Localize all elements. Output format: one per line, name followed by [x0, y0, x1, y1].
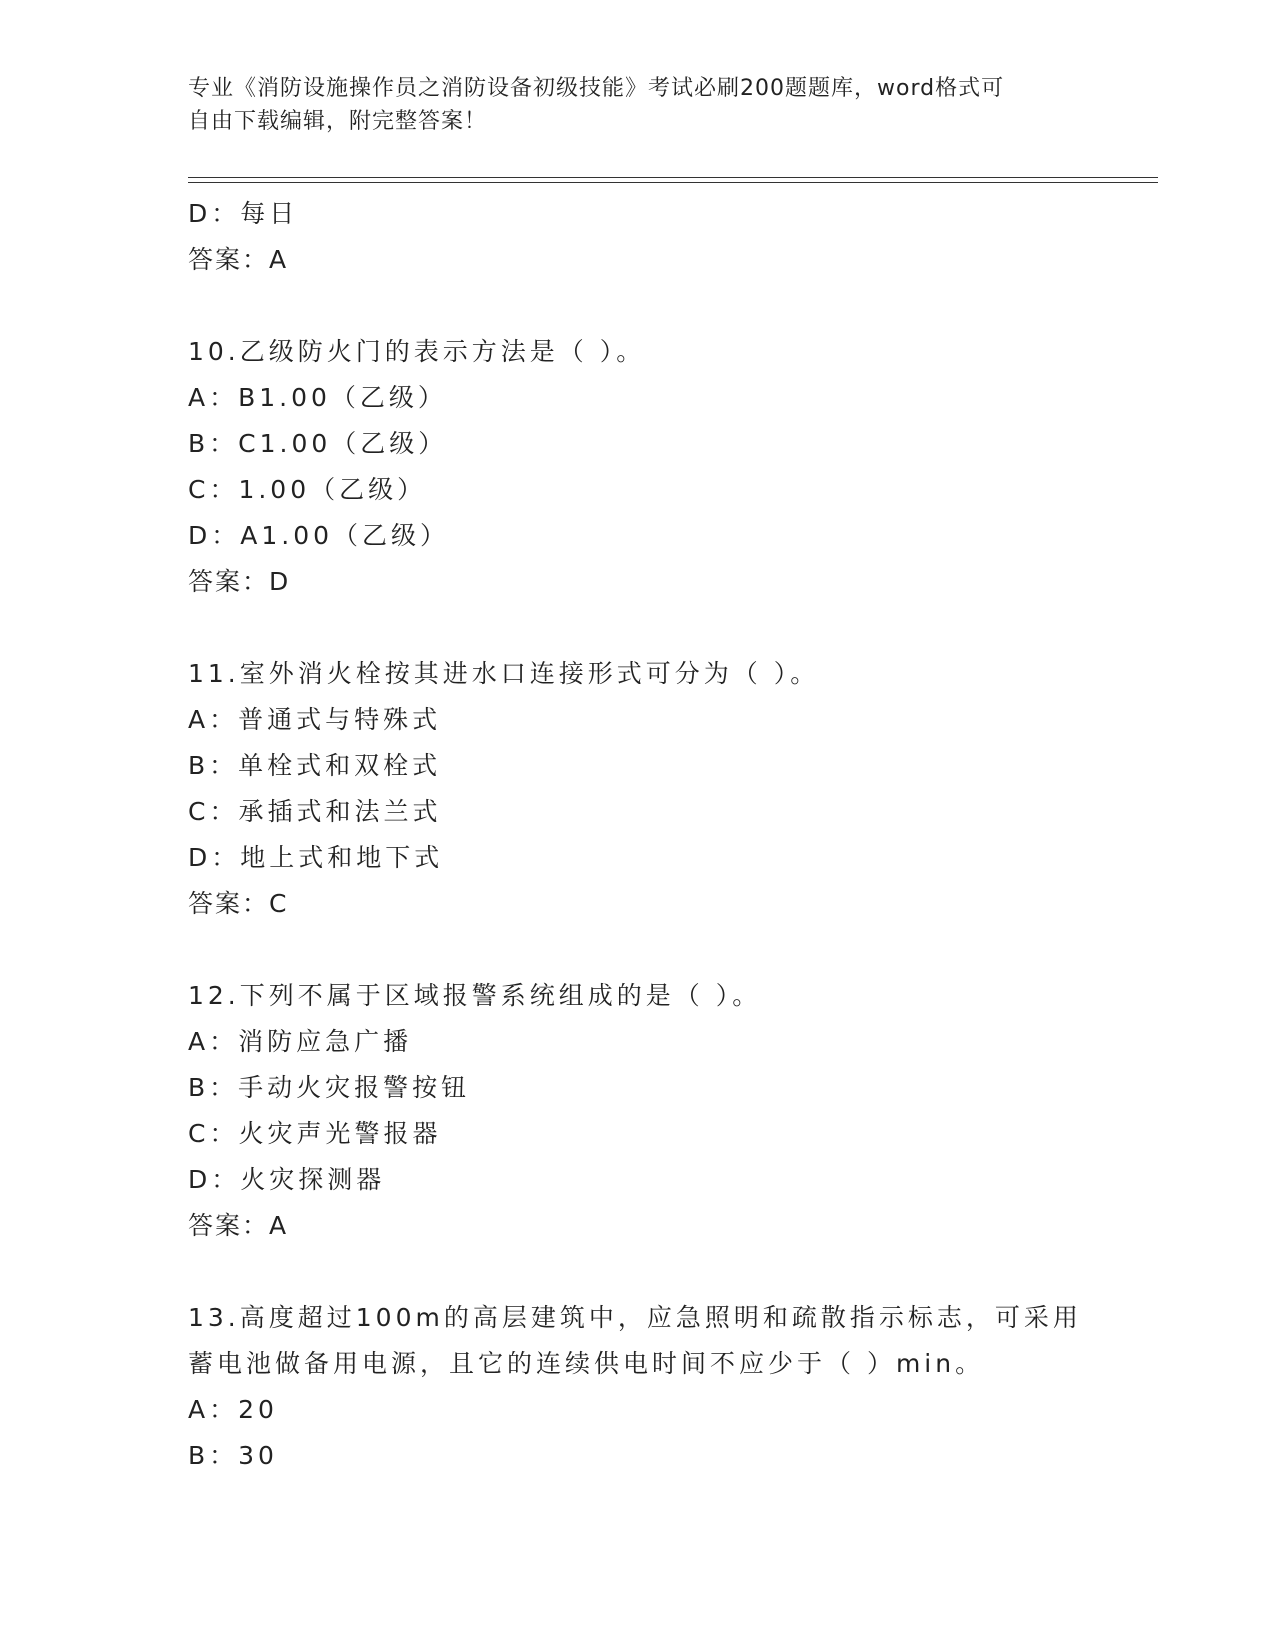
- option-c: C：承插式和法兰式: [188, 797, 442, 826]
- question-13: [188, 1295, 1088, 1479]
- option-a: A：20: [188, 1395, 278, 1424]
- option-b: B：30: [188, 1441, 278, 1470]
- option-b: B：C1.00（乙级）: [188, 429, 448, 458]
- spacer: [188, 927, 1088, 973]
- header-divider: [188, 177, 1158, 183]
- option-a: A：普通式与特殊式: [188, 705, 442, 734]
- question-stem: 11.室外消火栓按其进水口连接形式可分为（ ）。: [188, 659, 820, 688]
- question-12: [188, 973, 1088, 1249]
- answer-line: 答案：D: [188, 567, 291, 596]
- option-d: D：地上式和地下式: [188, 843, 444, 872]
- option-b: B：手动火灾报警按钮: [188, 1073, 471, 1102]
- question-stem: 10.乙级防火门的表示方法是（ ）。: [188, 337, 646, 366]
- answer-line: 答案：A: [188, 245, 289, 274]
- question-stem-line-2: 蓄电池做备用电源，且它的连续供电时间不应少于（ ）min。: [188, 1349, 985, 1378]
- spacer: [188, 283, 1088, 329]
- question-10: [188, 329, 1088, 605]
- answer-line: 答案：A: [188, 1211, 289, 1240]
- option-a: A：消防应急广播: [188, 1027, 413, 1056]
- answer-line: 答案：C: [188, 889, 289, 918]
- question-11: [188, 651, 1088, 927]
- header-line-2: 自由下载编辑，附完整答案！: [188, 109, 488, 134]
- option-d: D：火灾探测器: [188, 1165, 386, 1194]
- option-d: D：每日: [188, 199, 299, 228]
- question-stem: 12.下列不属于区域报警系统组成的是（ ）。: [188, 981, 762, 1010]
- option-c: C：火灾声光警报器: [188, 1119, 442, 1148]
- spacer: [188, 1249, 1088, 1295]
- option-d: D：A1.00（乙级）: [188, 521, 450, 550]
- option-c: C：1.00（乙级）: [188, 475, 427, 504]
- question-list: [188, 191, 1088, 1479]
- question-stem-line-1: 13.高度超过100m的高层建筑中，应急照明和疏散指示标志，可采用: [188, 1303, 1082, 1332]
- option-a: A：B1.00（乙级）: [188, 383, 447, 412]
- header-line-1: 专业《消防设施操作员之消防设备初级技能》考试必刷200题题库，word格式可: [188, 76, 1005, 101]
- option-b: B：单栓式和双栓式: [188, 751, 442, 780]
- spacer: [188, 605, 1088, 651]
- document-header: [188, 72, 1068, 138]
